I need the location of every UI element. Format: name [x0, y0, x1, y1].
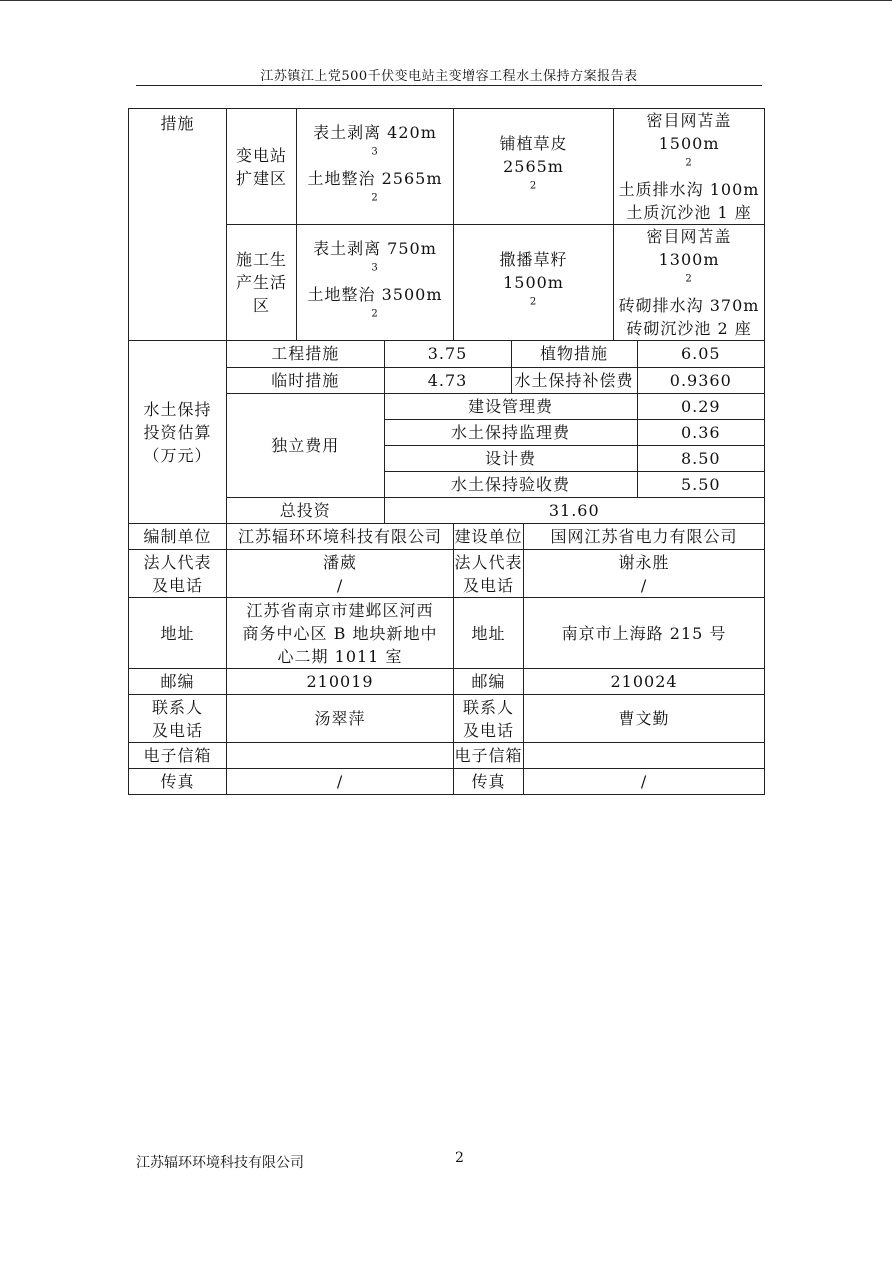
address-label: 地址 [129, 598, 227, 669]
plant-measures-value: 6.05 [637, 341, 764, 367]
engineering-measures-label: 工程措施 [227, 341, 384, 367]
independent-costs-label: 独立费用 [227, 393, 384, 497]
measure-area: 变电站 扩建区 [227, 109, 297, 225]
temporary-measure: 密目网苫盖 1500m $^2$ 土质排水沟 100m 土质沉沙池 1 座 [614, 109, 765, 225]
independent-item-value: 0.29 [637, 393, 764, 419]
compiler-legal-rep: 潘葳 / [227, 550, 454, 598]
postcode-label: 邮编 [454, 669, 524, 695]
total-investment-label: 总投资 [227, 497, 384, 523]
legal-rep-label: 法人代表 及电话 [129, 550, 227, 598]
postcode-row [129, 669, 765, 695]
independent-item-value: 5.50 [637, 471, 764, 497]
plant-measures-label: 植物措施 [511, 341, 637, 367]
contact-label: 联系人 及电话 [129, 695, 227, 743]
independent-item-label: 水土保持验收费 [384, 471, 637, 497]
compiler-label: 编制单位 [129, 524, 227, 550]
builder-email [524, 743, 765, 769]
legal-rep-label: 法人代表 及电话 [454, 550, 524, 598]
compiler-email [227, 743, 454, 769]
builder-contact: 曹文勤 [524, 695, 765, 743]
report-table [128, 108, 765, 795]
legal-rep-row [129, 550, 765, 598]
total-investment-value: 31.60 [384, 497, 764, 523]
compensation-fee-value: 0.9360 [637, 367, 764, 393]
address-row [129, 598, 765, 669]
engineering-measure: 表土剥离 750m $^3$ 土地整治 3500m $^2$ [297, 225, 454, 341]
fax-label: 传真 [454, 769, 524, 795]
temporary-measures-value: 4.73 [384, 367, 511, 393]
temporary-measure: 密目网苫盖 1300m $^2$ 砖砌排水沟 370m 砖砌沉沙池 2 座 [614, 225, 765, 341]
engineering-measure: 表土剥离 420m $^3$ 土地整治 2565m $^2$ [297, 109, 454, 225]
investment-table [227, 341, 764, 523]
builder-postcode: 210024 [524, 669, 765, 695]
page-header-title: 江苏镇江上党500千伏变电站主变增容工程水土保持方案报告表 [260, 69, 638, 84]
independent-item-label: 设计费 [384, 445, 637, 471]
report-form [128, 108, 764, 795]
independent-item-label: 建设管理费 [384, 393, 637, 419]
footer-company: 江苏辐环环境科技有限公司 [136, 1155, 304, 1171]
unit-row [129, 524, 765, 550]
compiler-address: 江苏省南京市建邺区河西 商务中心区 B 地块新地中 心二期 1011 室 [227, 598, 454, 669]
fax-row [129, 769, 765, 795]
builder-value: 国网江苏省电力有限公司 [524, 524, 765, 550]
email-row [129, 743, 765, 769]
compensation-fee-label: 水土保持补偿费 [511, 367, 637, 393]
email-label: 电子信箱 [454, 743, 524, 769]
contact-row [129, 695, 765, 743]
investment-breakdown [227, 341, 765, 524]
builder-fax: / [524, 769, 765, 795]
compiler-value: 江苏辐环环境科技有限公司 [227, 524, 454, 550]
address-label: 地址 [454, 598, 524, 669]
compiler-contact: 汤翠萍 [227, 695, 454, 743]
page-number: 2 [455, 1150, 464, 1166]
top-border [0, 0, 892, 1]
temporary-measures-label: 临时措施 [227, 367, 384, 393]
engineering-measures-value: 3.75 [384, 341, 511, 367]
compiler-fax: / [227, 769, 454, 795]
plant-measure: 撒播草籽 1500m $^2$ [454, 225, 614, 341]
builder-legal-rep: 谢永胜 / [524, 550, 765, 598]
fax-label: 传真 [129, 769, 227, 795]
investment-label: 水土保持 投资估算 （万元） [129, 341, 227, 524]
plant-measure: 铺植草皮 2565m $^2$ [454, 109, 614, 225]
investment-section [129, 341, 765, 524]
contact-label: 联系人 及电话 [454, 695, 524, 743]
measure-area: 施工生 产生活 区 [227, 225, 297, 341]
email-label: 电子信箱 [129, 743, 227, 769]
compiler-postcode: 210019 [227, 669, 454, 695]
postcode-label: 邮编 [129, 669, 227, 695]
independent-item-label: 水土保持监理费 [384, 419, 637, 445]
builder-label: 建设单位 [454, 524, 524, 550]
header-rule [136, 85, 762, 86]
measure-row-substation [129, 109, 765, 225]
measures-label: 措施 [129, 109, 227, 341]
independent-item-value: 0.36 [637, 419, 764, 445]
independent-item-value: 8.50 [637, 445, 764, 471]
builder-address: 南京市上海路 215 号 [524, 598, 765, 669]
